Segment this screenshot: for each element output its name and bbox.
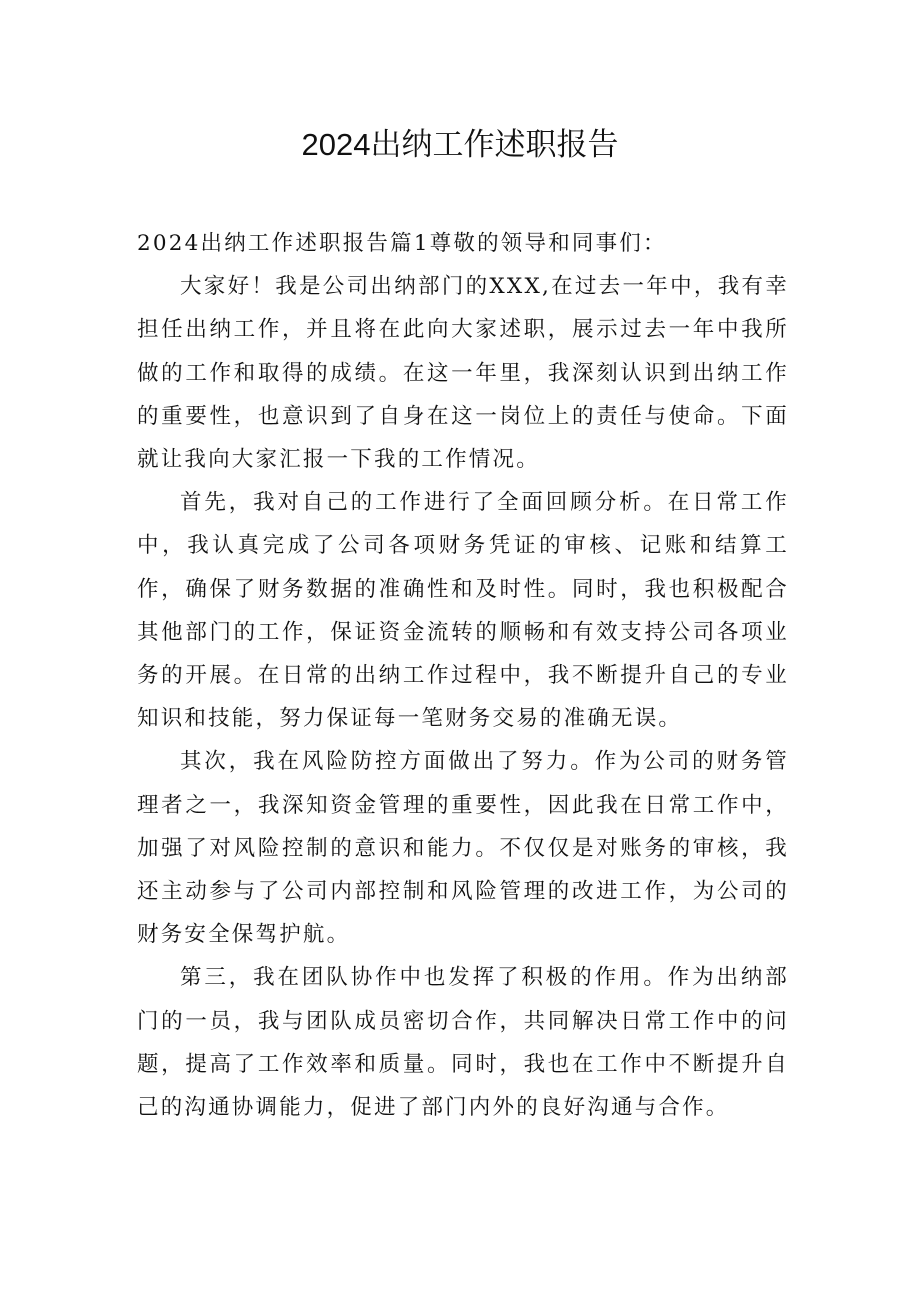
paragraph-first: 首先，我对自己的工作进行了全面回顾分析。在日常工作中，我认真完成了公司各项财务凭证的审核、记账和结算工作，确保了财务数据的准确性和及时性。同时，我也积极配合其他部门的工作，保证资金流转的顺畅和有效支持公司各项业务的开展。在日常的出纳工作过程中，我不断提升自己的专业知识和技能，努力保证每一笔财务交易的准确无误。 bbox=[137, 490, 789, 732]
paragraph-second: 其次，我在风险防控方面做出了努力。作为公司的财务管理者之一，我深知资金管理的重要性，因此我在日常工作中，加强了对风险控制的意识和能力。不仅仅是对账务的审核，我还主动参与了公司内部控制和风险管理的改进工作，为公司的财务安全保驾护航。 bbox=[137, 749, 789, 948]
document-title: 2024出纳工作述职报告 bbox=[301, 127, 619, 162]
paragraph-greeting: 大家好！我是公司出纳部门的XXX,在过去一年中，我有幸担任出纳工作，并且将在此向大家述职，展示过去一年中我所做的工作和取得的成绩。在这一年里，我深刻认识到出纳工作的重要性，也意识到了自身在这一岗位上的责任与使命。下面就让我向大家汇报一下我的工作情况。 bbox=[137, 274, 789, 473]
paragraph-third: 第三，我在团队协作中也发挥了积极的作用。作为出纳部门的一员，我与团队成员密切合作，共同解决日常工作中的问题，提高了工作效率和质量。同时，我也在工作中不断提升自己的沟通协调能力，促进了部门内外的良好沟通与合作。 bbox=[137, 965, 789, 1121]
intro-line: 2024出纳工作述职报告篇1尊敬的领导和同事们： bbox=[137, 231, 667, 256]
document-body bbox=[137, 222, 789, 1129]
